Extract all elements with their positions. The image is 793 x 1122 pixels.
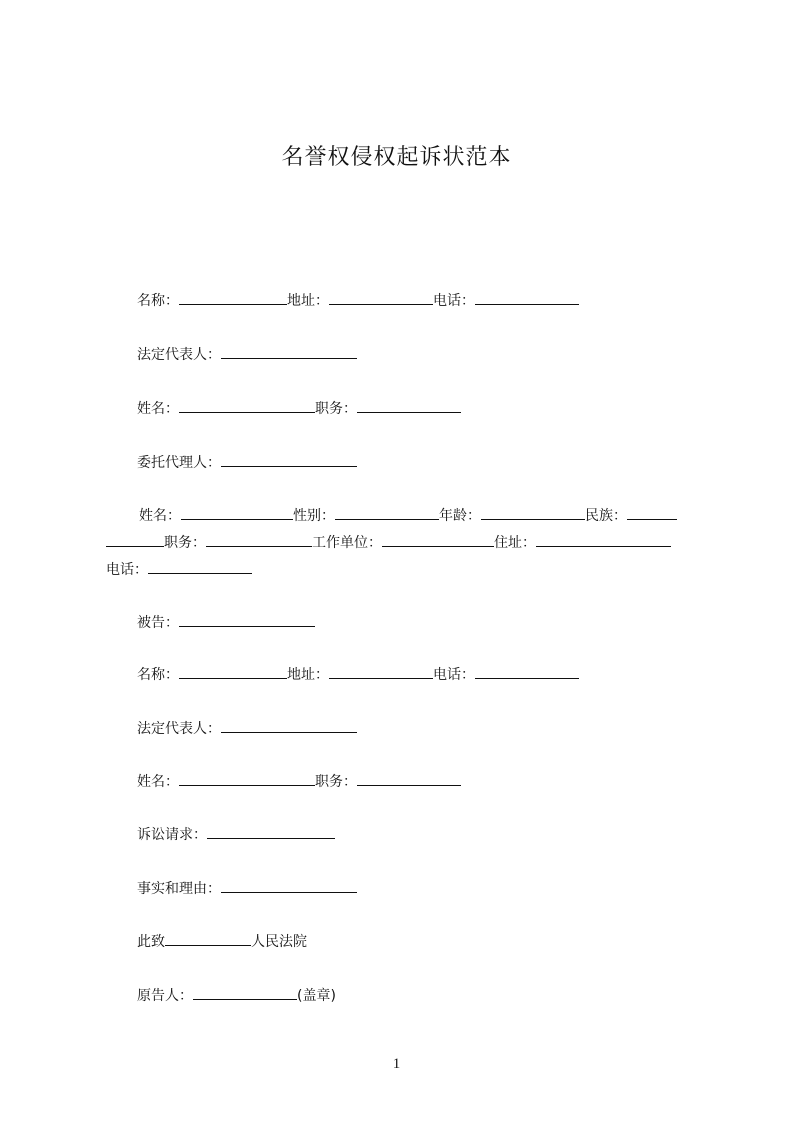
plaintiff-legal-rep-blank[interactable] (221, 344, 357, 359)
closing-court-suffix: 人民法院 (251, 934, 307, 950)
plaintiff-legal-rep-label: 法定代表人： (137, 347, 221, 363)
defendant-phone-blank[interactable] (475, 664, 579, 679)
plaintiff-name-blank[interactable] (179, 290, 287, 305)
agent-blank[interactable] (221, 452, 357, 467)
defendant-person-name-label: 姓名： (137, 774, 179, 790)
defendant-address-label: 地址： (287, 667, 329, 683)
plaintiff-person-name-blank[interactable] (179, 398, 315, 413)
claims-label: 诉讼请求： (137, 827, 207, 843)
plaintiff-name-label: 名称： (137, 293, 179, 309)
plaintiff-person-row (137, 398, 461, 419)
agent-label: 委托代理人： (137, 455, 221, 471)
agent-position-blank[interactable] (206, 532, 312, 547)
agent-age-label: 年龄： (439, 508, 481, 524)
agent-workplace-blank[interactable] (382, 532, 494, 547)
defendant-name-blank[interactable] (179, 664, 287, 679)
agent-ethnicity-blank-a[interactable] (627, 505, 677, 520)
agent-row (137, 452, 357, 473)
defendant-position-blank[interactable] (357, 771, 461, 786)
facts-blank[interactable] (221, 878, 357, 893)
plaintiff-position-blank[interactable] (357, 398, 461, 413)
facts-label: 事实和理由： (137, 881, 221, 897)
agent-age-blank[interactable] (481, 505, 585, 520)
agent-name-blank[interactable] (181, 505, 293, 520)
defendant-person-name-blank[interactable] (179, 771, 315, 786)
defendant-person-row (137, 771, 461, 792)
plaintiff-contact-row (137, 290, 579, 311)
agent-details-line-1 (139, 505, 677, 526)
signature-label: 原告人： (137, 988, 193, 1004)
agent-residence-label: 住址： (494, 535, 536, 551)
defendant-phone-label: 电话： (433, 667, 475, 683)
signature-blank[interactable] (193, 985, 297, 1000)
agent-gender-blank[interactable] (335, 505, 439, 520)
agent-gender-label: 性别： (293, 508, 335, 524)
defendant-position-label: 职务： (315, 774, 357, 790)
court-name-blank[interactable] (165, 931, 251, 946)
defendant-legal-rep-row (137, 718, 357, 739)
agent-ethnicity-label: 民族： (585, 508, 627, 524)
agent-phone-label: 电话： (106, 562, 148, 578)
plaintiff-phone-label: 电话： (433, 293, 475, 309)
agent-phone-blank[interactable] (148, 559, 252, 574)
page-number: 1 (392, 1056, 401, 1072)
agent-position-label: 职务： (164, 535, 206, 551)
facts-row (137, 878, 357, 899)
defendant-name-label: 名称： (137, 667, 179, 683)
defendant-label: 被告： (137, 615, 179, 631)
defendant-address-blank[interactable] (329, 664, 433, 679)
closing-row (137, 931, 307, 952)
agent-ethnicity-blank-b[interactable] (106, 532, 164, 547)
agent-workplace-label: 工作单位： (312, 535, 382, 551)
plaintiff-address-label: 地址： (287, 293, 329, 309)
plaintiff-legal-rep-row (137, 344, 357, 365)
defendant-blank[interactable] (179, 612, 315, 627)
closing-prefix: 此致 (137, 934, 165, 950)
signature-row (137, 985, 336, 1006)
agent-name-label: 姓名： (139, 508, 181, 524)
document-title: 名誉权侵权起诉状范本 (281, 145, 512, 170)
claims-row (137, 824, 335, 845)
plaintiff-phone-blank[interactable] (475, 290, 579, 305)
plaintiff-position-label: 职务： (315, 401, 357, 417)
defendant-legal-rep-blank[interactable] (221, 718, 357, 733)
defendant-contact-row (137, 664, 579, 685)
claims-blank[interactable] (207, 824, 335, 839)
plaintiff-person-name-label: 姓名： (137, 401, 179, 417)
signature-seal: (盖章) (297, 988, 336, 1004)
plaintiff-address-blank[interactable] (329, 290, 433, 305)
defendant-row (137, 612, 315, 633)
agent-residence-blank[interactable] (536, 532, 671, 547)
agent-details-line-3 (106, 559, 252, 580)
agent-details-line-2 (106, 532, 671, 553)
defendant-legal-rep-label: 法定代表人： (137, 721, 221, 737)
